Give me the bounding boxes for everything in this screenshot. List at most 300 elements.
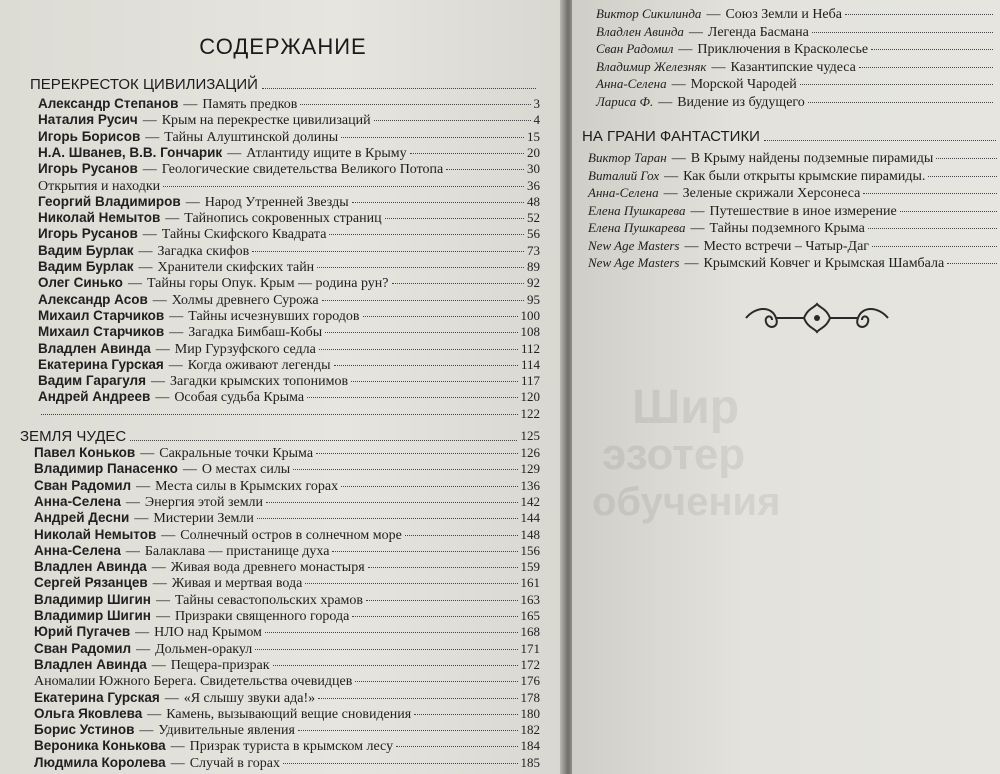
entry-title: НЛО над Крымом [154, 625, 262, 641]
leader-dots [396, 746, 517, 747]
leader-dots [764, 124, 996, 141]
entry-title: Загадка скифов [157, 243, 250, 259]
entry-author: Николай Немытов [38, 210, 161, 226]
entry-title: Тайны Алуштинской долины [164, 129, 339, 145]
entry-page-number: 161 [520, 575, 540, 591]
dash-separator: — [136, 478, 151, 494]
entry-title: Тайны Скифского Квадрата [161, 227, 327, 243]
toc-entry [596, 59, 996, 77]
dash-separator: — [690, 203, 705, 219]
toc-entry [38, 210, 540, 228]
entry-page-number: 122 [520, 405, 540, 421]
leader-dots [252, 251, 524, 252]
entry-title: Тайнопись сокровенных страниц [184, 211, 382, 227]
toc-entry [34, 722, 540, 740]
entry-author: Анна-Селена [588, 185, 659, 200]
leader-dots [307, 397, 517, 398]
entry-title: Энергия этой земли [144, 494, 264, 510]
entry-author: Георгий Владимиров [38, 193, 181, 209]
dash-separator: — [711, 59, 726, 75]
toc-entry [38, 357, 540, 375]
toc-entry [588, 220, 1000, 238]
toc-entry [596, 76, 996, 94]
dash-separator: — [169, 308, 184, 324]
entry-page-number: 144 [520, 510, 540, 526]
leader-dots [385, 218, 524, 219]
entry-author: Людмила Королева [34, 754, 166, 770]
toc-entry [38, 145, 540, 163]
bleed-through-text: обучения [592, 480, 781, 524]
dash-separator: — [135, 625, 150, 641]
entry-author: Лариса Ф. [596, 93, 654, 109]
toc-entry [38, 308, 540, 326]
dash-separator: — [142, 113, 157, 129]
section-heading [582, 128, 1000, 145]
leader-dots [414, 714, 517, 715]
entry-page-number: 73 [527, 242, 540, 258]
entry-author: Виктор Таран [588, 150, 667, 165]
toc-entry [38, 243, 540, 261]
right-page [572, 0, 1000, 774]
entry-page-number: 184 [520, 738, 540, 754]
section-heading-text: ЗЕМЛЯ ЧУДЕС [20, 428, 127, 445]
entry-title: «Я слышу звуки ада!» [183, 690, 316, 706]
entry-author: Юрий Пугачев [34, 624, 131, 640]
leader-dots [273, 665, 518, 666]
toc-entry [34, 608, 540, 626]
toc-entry [34, 445, 540, 463]
entry-title: Холмы древнего Сурожа [171, 292, 319, 308]
entry-page-number: 163 [520, 591, 540, 607]
dash-separator: — [684, 238, 699, 254]
entry-author: Сван Радомил [596, 41, 674, 56]
leader-dots [130, 424, 516, 441]
entry-title: Путешествие в иное измерение [709, 203, 897, 219]
entry-title: Открытия и находки [38, 178, 161, 194]
entry-title: Места силы в Крымских горах [155, 478, 339, 494]
entry-page-number: 178 [520, 689, 540, 705]
leader-dots [863, 193, 997, 194]
leader-dots [366, 600, 517, 601]
toc-entry [38, 389, 540, 407]
entry-title: Память предков [202, 97, 298, 112]
entry-author: Ольга Яковлева [34, 705, 143, 721]
entry-title: Тайны горы Опук. Крым — родина рун? [146, 276, 389, 292]
leader-dots [947, 263, 997, 264]
entry-page-number: 100 [520, 307, 540, 323]
toc-entry [38, 96, 540, 114]
entry-author: Николай Немытов [34, 526, 157, 542]
entry-title: Солнечный остров в солнечном море [180, 527, 402, 543]
entry-author: Сван Радомил [34, 640, 132, 656]
entry-title: Живая и мертвая вода [171, 576, 303, 592]
toc-entry [34, 641, 540, 659]
leader-dots [368, 567, 518, 568]
toc-entry [34, 624, 540, 642]
dash-separator: — [155, 390, 170, 406]
dash-separator: — [170, 755, 185, 771]
dash-separator: — [152, 576, 167, 592]
entry-author: Андрей Андреев [38, 389, 151, 405]
toc-entry [34, 494, 540, 512]
entry-author: Н.А. Шванев, В.В. Гончарик [38, 144, 223, 160]
entry-page-number: 89 [527, 259, 540, 274]
dash-separator: — [185, 194, 200, 210]
toc-entry [38, 226, 540, 244]
leader-dots [392, 283, 525, 284]
dash-separator: — [227, 145, 242, 161]
entry-title: Морской Чародей [690, 77, 797, 92]
entry-author: Владлен Авинда [34, 656, 147, 672]
entry-title: Призрак туриста в крымском лесу [189, 739, 394, 755]
toc-entry [34, 543, 540, 561]
entry-title: Тайны подземного Крыма [709, 221, 865, 236]
entry-title: Особая судьба Крыма [174, 390, 305, 406]
entry-title: Видение из будущего [677, 94, 805, 110]
toc-entry [38, 373, 540, 391]
dash-separator: — [161, 527, 176, 543]
dash-separator: — [125, 494, 140, 510]
entry-author: Михаил Старчиков [38, 307, 165, 323]
dash-separator: — [151, 374, 166, 390]
dash-separator: — [183, 97, 198, 112]
leader-dots [329, 234, 524, 235]
entry-page-number: 117 [520, 373, 540, 389]
toc-entry [38, 275, 540, 293]
leader-dots [936, 158, 997, 159]
leader-dots [355, 681, 517, 682]
leader-dots [812, 32, 993, 33]
entry-title: Когда оживают легенды [187, 357, 331, 373]
leader-dots [316, 453, 517, 454]
entry-page-number: 176 [520, 673, 540, 689]
leader-dots [293, 469, 517, 470]
bleed-through-text: эзотер [602, 430, 746, 479]
toc-entry [38, 161, 540, 179]
dash-separator: — [663, 186, 678, 201]
dash-separator: — [145, 129, 160, 145]
leader-dots [305, 583, 517, 584]
leader-dots [374, 120, 531, 121]
leader-dots [255, 649, 517, 650]
leader-dots [900, 211, 997, 212]
entry-page-number: 108 [520, 324, 540, 340]
leader-dots [334, 365, 518, 366]
entry-author: Сергей Рязанцев [34, 575, 148, 591]
entry-page-number: 129 [520, 461, 540, 477]
toc-entry [596, 24, 996, 42]
toc-entry [38, 406, 540, 424]
section-heading [20, 428, 540, 445]
entry-page-number: 4 [533, 112, 540, 128]
entry-title: Как были открыты крымские пирамиды. [683, 168, 926, 184]
dash-separator: — [151, 657, 166, 673]
entry-author: Владлен Авинда [38, 340, 151, 356]
entry-author: Владлен Авинда [596, 23, 684, 39]
toc-entry [38, 292, 540, 310]
entry-page-number: 112 [520, 340, 540, 356]
entry-author: Елена Пушкарева [588, 202, 686, 218]
leader-dots [322, 300, 524, 301]
entry-page-number: 172 [520, 656, 540, 672]
leader-dots [800, 84, 993, 85]
entry-page-number: 126 [520, 445, 540, 460]
dash-separator: — [140, 446, 155, 461]
leader-dots [410, 153, 524, 154]
entry-title: Тайны севастопольских храмов [174, 592, 364, 608]
entry-title: Удивительные явления [158, 723, 295, 739]
entry-title: О местах силы [201, 462, 291, 478]
entry-page-number: 142 [520, 493, 540, 509]
entry-author: Игорь Борисов [38, 128, 141, 144]
leader-dots [928, 176, 997, 177]
dash-separator: — [678, 42, 693, 57]
entry-title: Мир Гурзуфского седла [174, 341, 316, 357]
toc-entry [596, 41, 996, 59]
entry-title: Приключения в Красколесье [697, 42, 869, 57]
toc-entry [38, 324, 540, 342]
dash-separator: — [155, 341, 170, 357]
toc-entry [588, 185, 1000, 203]
dash-separator: — [138, 260, 153, 275]
entry-author: Виктор Сикилинда [596, 6, 702, 21]
leader-dots [262, 72, 536, 89]
entry-author: Анна-Селена [596, 76, 667, 91]
entry-page-number: 56 [527, 226, 540, 242]
toc-entry [34, 592, 540, 610]
entry-author: Игорь Русанов [38, 161, 138, 177]
entry-author: Владимир Железняк [596, 58, 707, 74]
dash-separator: — [164, 690, 179, 706]
entry-author: New Age Masters [588, 255, 680, 270]
toc-entry [34, 755, 540, 773]
entry-page-number: 3 [533, 96, 540, 111]
entry-title: Мистерии Земли [153, 511, 254, 527]
entry-title: Зеленые скрижали Херсонеса [682, 186, 861, 201]
bleed-through-text: Шир [632, 381, 740, 434]
entry-author: Сван Радомил [34, 477, 132, 493]
entry-page-number: 165 [520, 608, 540, 623]
entry-title: Сакральные точки Крыма [159, 446, 314, 461]
dash-separator: — [138, 243, 153, 259]
dash-separator: — [690, 221, 705, 236]
entry-page-number: 52 [527, 210, 540, 226]
leader-dots [266, 502, 517, 503]
entry-page-number: 120 [520, 389, 540, 405]
leader-dots [363, 316, 518, 317]
toc-entry [588, 150, 1000, 168]
entry-title: Казантипские чудеса [730, 59, 856, 75]
dash-separator: — [170, 739, 185, 755]
entry-author: Виталий Гох [588, 167, 660, 183]
dash-separator: — [152, 292, 167, 308]
entry-title: Союз Земли и Неба [725, 7, 842, 22]
dash-separator: — [147, 706, 162, 722]
leader-dots [845, 14, 993, 15]
entry-author: Владимир Шигин [34, 608, 151, 623]
entry-title: Балаклава — пристанище духа [144, 543, 330, 559]
entry-page-number: 48 [527, 193, 540, 209]
dash-separator: — [139, 723, 154, 739]
toc-entry [588, 168, 1000, 186]
toc-entry [34, 673, 540, 691]
leader-dots [341, 137, 524, 138]
entry-page-number: 185 [520, 754, 540, 770]
dash-separator: — [168, 357, 183, 373]
toc-entry [588, 238, 1000, 256]
entry-author: Александр Степанов [38, 96, 179, 111]
entry-title: Тайны исчезнувших городов [188, 308, 360, 324]
toc-entry [38, 341, 540, 359]
leader-dots [318, 698, 517, 699]
toc-entry [588, 203, 1000, 221]
toc-entry [596, 94, 996, 112]
entry-author: Вероника Конькова [34, 738, 166, 754]
entry-page-number: 92 [527, 275, 540, 291]
leader-dots [317, 267, 524, 268]
entry-page-number: 180 [520, 705, 540, 721]
entry-title: Атлантиду ищите в Крыму [246, 145, 407, 161]
entry-author: Вадим Гарагуля [38, 373, 147, 389]
leader-dots [859, 67, 993, 68]
entry-title: Легенда Басмана [707, 24, 809, 40]
dash-separator: — [151, 560, 166, 576]
leader-dots [446, 169, 524, 170]
entry-page-number: 168 [520, 624, 540, 640]
entry-title: Призраки священного города [174, 609, 350, 624]
leader-dots [352, 616, 517, 617]
entry-author: Вадим Бурлак [38, 259, 134, 274]
entry-author: Андрей Десни [34, 510, 130, 526]
entry-title: Пещера-призрак [170, 657, 270, 673]
entry-title: Случай в горах [189, 755, 280, 771]
entry-page-number: 36 [527, 177, 540, 193]
entry-author: New Age Masters [588, 237, 680, 253]
dash-separator: — [127, 276, 142, 292]
entry-title: Аномалии Южного Берега. Свидетельства очевидцев [34, 674, 353, 690]
dash-separator: — [142, 227, 157, 243]
entry-title: Камень, вызывающий вещие сновидения [166, 706, 412, 722]
entry-title: Живая вода древнего монастыря [170, 560, 365, 576]
entry-author: Игорь Русанов [38, 226, 138, 242]
entry-author: Владимир Панасенко [34, 461, 178, 477]
entry-author: Александр Асов [38, 291, 148, 307]
dash-separator: — [664, 168, 679, 184]
page-title: СОДЕРЖАНИЕ [199, 34, 367, 59]
dash-separator: — [658, 94, 673, 110]
toc-entry [38, 178, 540, 196]
leader-dots [808, 102, 993, 103]
section-heading-text: НА ГРАНИ ФАНТАСТИКИ [582, 128, 760, 145]
entry-author: Борис Устинов [34, 722, 135, 738]
leader-dots [872, 246, 997, 247]
toc-entry [38, 194, 540, 212]
toc-entry [34, 510, 540, 528]
entry-page-number: 114 [520, 356, 540, 372]
leader-dots [351, 381, 518, 382]
leader-dots [332, 551, 517, 552]
dash-separator: — [134, 511, 149, 527]
entry-title: Геологические свидетельства Великого Потопа [161, 162, 444, 178]
entry-title: Место встречи – Чатыр-Даг [703, 238, 870, 254]
entry-title: Хранители скифских тайн [157, 260, 315, 275]
entry-author: Владимир Шигин [34, 591, 151, 607]
ornament-divider-icon [742, 300, 892, 336]
section-heading-text: ПЕРЕКРЕСТОК ЦИВИЛИЗАЦИЙ [30, 76, 258, 93]
dash-separator: — [125, 543, 140, 559]
entry-title: Крымский Ковчег и Крымская Шамбала [703, 256, 945, 271]
toc-entry [34, 461, 540, 479]
entry-author: Екатерина Гурская [38, 356, 164, 372]
dash-separator: — [684, 256, 699, 271]
toc-entry [34, 527, 540, 545]
dash-separator: — [688, 24, 703, 40]
leader-dots [300, 104, 530, 105]
entry-author: Михаил Старчиков [38, 324, 165, 340]
entry-author: Вадим Бурлак [38, 242, 134, 258]
entry-page-number: 15 [527, 128, 540, 144]
leader-dots [163, 186, 524, 187]
entry-page-number: 182 [520, 722, 540, 738]
entry-page-number: 156 [520, 542, 540, 558]
leader-dots [341, 486, 517, 487]
toc-entry [34, 657, 540, 675]
leader-dots [283, 763, 518, 764]
entry-author: Анна-Селена [34, 542, 121, 558]
entry-author: Анна-Селена [34, 493, 121, 509]
dash-separator: — [136, 641, 151, 657]
entry-title: Дольмен-оракул [155, 641, 253, 657]
toc-entry [34, 575, 540, 593]
dash-separator: — [706, 7, 721, 22]
toc-entry [34, 706, 540, 724]
entry-title: Народ Утренней Звезды [204, 194, 349, 210]
entry-author: Павел Коньков [34, 445, 136, 460]
toc-entry [34, 738, 540, 756]
entry-page-number: 171 [520, 640, 540, 656]
toc-entry [38, 112, 540, 130]
leader-dots [868, 228, 997, 229]
leader-dots [325, 332, 517, 333]
leader-dots [298, 730, 518, 731]
entry-page-number: 148 [520, 526, 540, 542]
leader-dots [871, 49, 993, 50]
entry-author: Олег Синько [38, 275, 123, 291]
entry-title: Крым на перекрестке цивилизаций [161, 113, 371, 129]
leader-dots [41, 414, 518, 415]
toc-entry [34, 690, 540, 708]
dash-separator: — [182, 462, 197, 478]
entry-author: Владлен Авинда [34, 559, 147, 575]
section-heading [30, 76, 540, 93]
toc-entry [38, 259, 540, 277]
entry-title: В Крыму найдены подземные пирамиды [690, 151, 934, 166]
toc-entry [38, 129, 540, 147]
dash-separator: — [142, 162, 157, 178]
entry-author: Елена Пушкарева [588, 220, 686, 235]
leader-dots [265, 632, 518, 633]
entry-author: Екатерина Гурская [34, 689, 160, 705]
leader-dots [405, 535, 518, 536]
entry-title: Загадки крымских топонимов [170, 374, 349, 390]
leader-dots [257, 518, 518, 519]
dash-separator: — [671, 77, 686, 92]
entry-page-number: 30 [527, 161, 540, 177]
section-page-number: 125 [520, 428, 540, 443]
entry-page-number: 20 [527, 144, 540, 160]
toc-entry [34, 478, 540, 496]
toc-entry [588, 255, 1000, 273]
